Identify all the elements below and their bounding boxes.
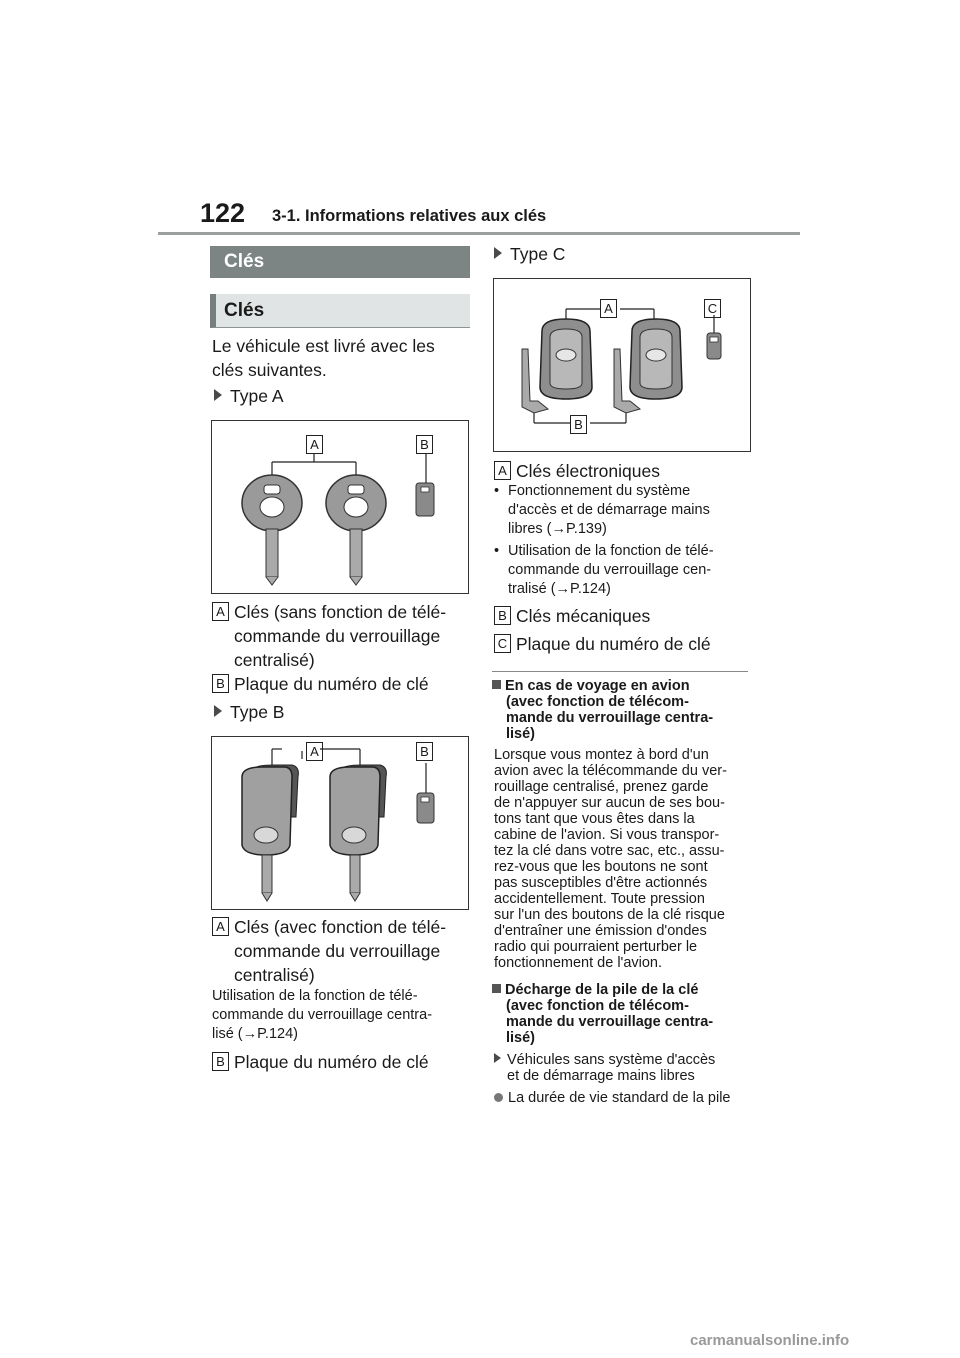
key-plate-icon (707, 333, 721, 359)
smart-key-1-icon (522, 319, 592, 413)
figure-type-b (211, 736, 469, 910)
type-b-desc-a: Clés (avec fonction de télé- commande du verrouillage centralisé) (234, 917, 447, 985)
type-c-desc-b: Clés mécaniques (516, 606, 651, 626)
fig-c-label-a: A (600, 299, 617, 318)
label-c: C (494, 634, 511, 653)
smart-key-2-icon (614, 319, 682, 413)
fig-b-label-a: A (306, 742, 323, 761)
key-2-icon (330, 765, 386, 901)
chapter-title: 3-1. Informations relatives aux clés (272, 207, 547, 225)
type-a-desc-a: Clés (sans fonction de télé- commande du verrouillage centralisé) (234, 602, 447, 670)
note-airplane-title: En cas de voyage en avion (avec fonction de télécom- mande du verrouillage centra- lisé) (492, 678, 754, 742)
label-b: B (212, 1052, 229, 1071)
fig-c-label-b: B (570, 415, 587, 434)
arrow-icon (494, 247, 502, 259)
intro-text: Le véhicule est livré avec les clés suivantes. (212, 336, 435, 380)
watermark: carmanualsonline.info (690, 1332, 850, 1349)
arrow-icon (214, 389, 222, 401)
note-airplane-body: Lorsque vous montez à bord d'un avion avec la télécommande du ver- rouillage centralisé, prenez garde de n'appuyer sur aucun de ses bou- tons tant que vous êtes dans la cabine de l'avion. Si vous transpor- tez la clé dans votre sac, etc., assu- rez-vous que les boutons ne sont pas susceptibles d'être actionnés accidentellement. Toute pression sur l'un des boutons de la clé risque d'entraîner une émission d'ondes radio qui pourraient perturber le fonctionnement de l'avion. (494, 747, 727, 971)
fig-b-label-b: B (416, 742, 433, 761)
note-battery-item: La durée de vie standard de la pile (494, 1090, 756, 1106)
note-battery-sub: Véhicules sans système d'accès et de démarrage mains libres (494, 1052, 756, 1084)
key-1-icon (242, 765, 298, 901)
type-b-desc-b: Plaque du numéro de clé (234, 1052, 429, 1072)
bullet-item: • Fonctionnement du système d'accès et de démarrage mains libres (→P.139) (494, 483, 710, 537)
key-2-icon (326, 475, 386, 585)
type-a-heading: Type A (214, 384, 284, 408)
type-a-desc-b: Plaque du numéro de clé (234, 674, 429, 694)
figure-type-a (211, 420, 469, 594)
type-b-heading: Type B (214, 700, 284, 724)
subsection-title: Clés (210, 294, 470, 328)
fig-a-label-b: B (416, 435, 433, 454)
label-a: A (494, 461, 511, 480)
type-c-desc-c: Plaque du numéro de clé (516, 634, 711, 654)
arrow-icon (214, 705, 222, 717)
key-plate-icon (417, 793, 434, 823)
type-c-bullets (494, 482, 750, 599)
figure-type-c (493, 278, 751, 452)
circle-bullet-icon (494, 1093, 503, 1102)
square-bullet-icon (492, 680, 501, 689)
arrow-icon (494, 1053, 501, 1063)
section-title: Clés (210, 246, 470, 278)
section-separator (492, 671, 748, 672)
keys-type-b-illustration (212, 737, 468, 909)
bullet-item: • Utilisation de la fonction de télé- commande du verrouillage cen- tralisé (→P.124) (494, 543, 714, 597)
label-a: A (212, 917, 229, 936)
type-c-desc-a: Clés électroniques (516, 461, 660, 481)
note-battery-title: Décharge de la pile de la clé (avec fonction de télécom- mande du verrouillage centra- lisé) (492, 982, 754, 1046)
key-1-icon (242, 475, 302, 585)
fig-a-label-a: A (306, 435, 323, 454)
label-b: B (494, 606, 511, 625)
label-b: B (212, 674, 229, 693)
square-bullet-icon (492, 984, 501, 993)
key-plate-icon (416, 483, 434, 516)
fig-c-label-c: C (704, 299, 721, 318)
page-number: 122 (200, 198, 246, 228)
label-a: A (212, 602, 229, 621)
header-rule (158, 232, 800, 235)
type-c-heading: Type C (494, 242, 565, 266)
type-b-note: Utilisation de la fonction de télé- commande du verrouillage centra- lisé (→P.124) (212, 988, 433, 1042)
